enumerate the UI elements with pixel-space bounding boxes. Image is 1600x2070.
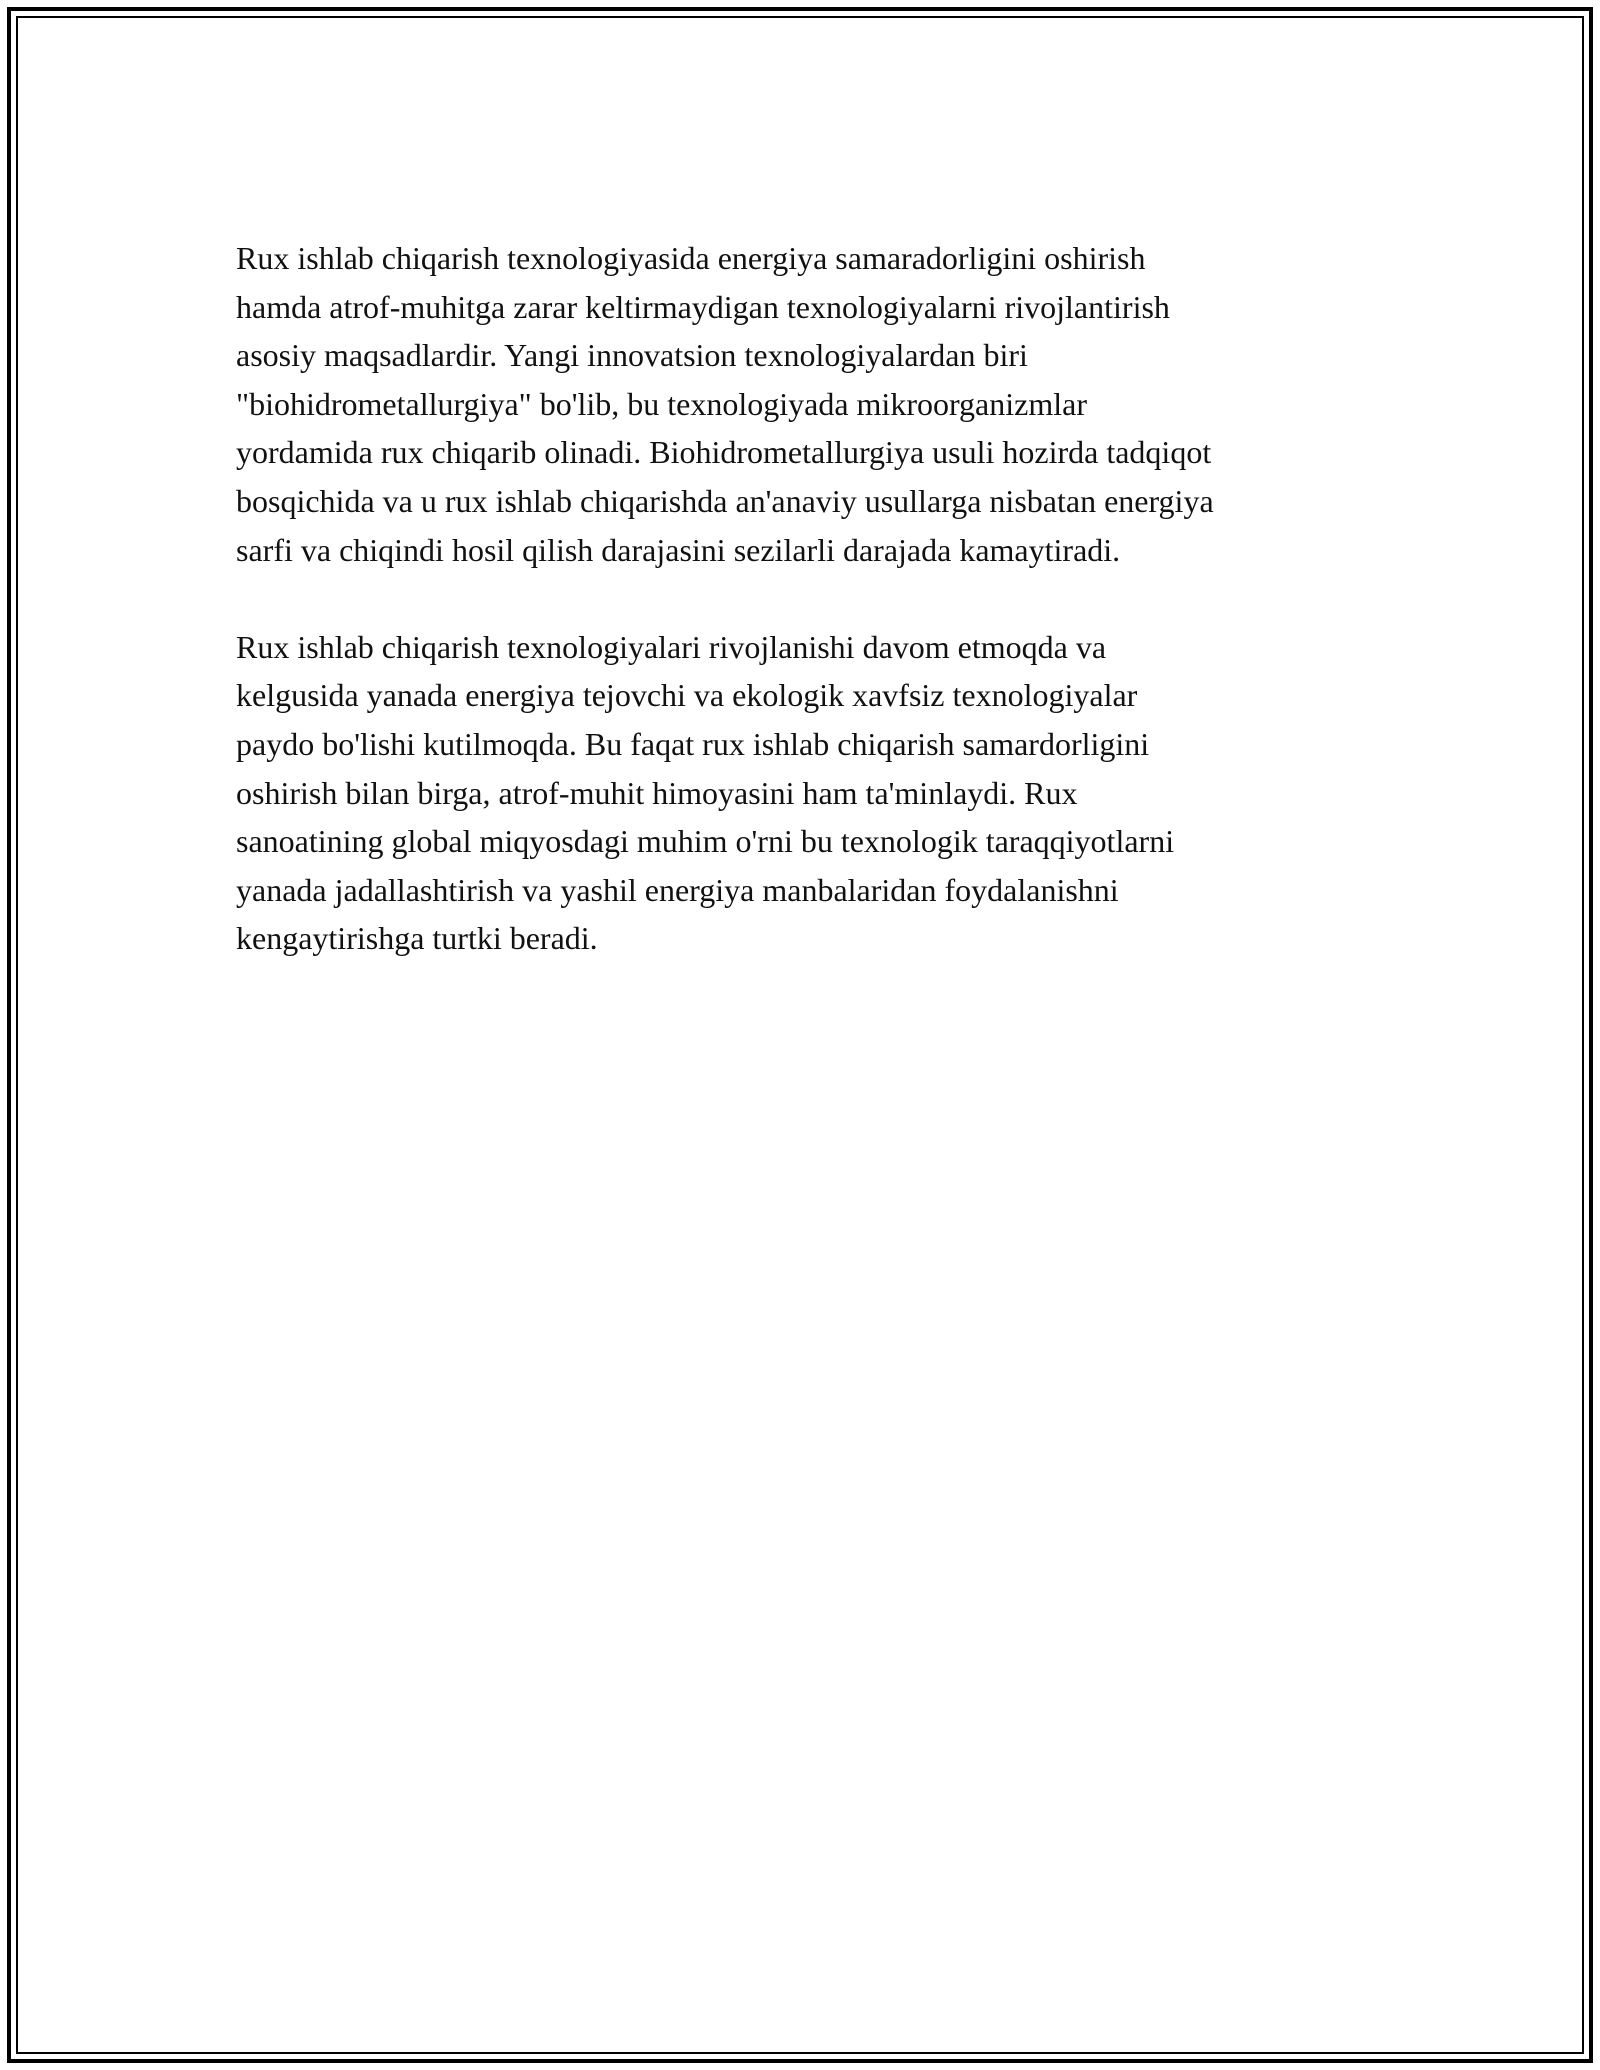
text-line: paydo bo'lishi kutilmoqda. Bu faqat rux ishlab chiqarish samardorligini (236, 725, 1150, 762)
text-line: sarfi va chiqindi hosil qilish darajasini sezilarli darajada kamaytiradi. (236, 531, 1121, 568)
paragraph-1 (236, 234, 1366, 574)
text-line: Rux ishlab chiqarish texnologiyasida energiya samaradorligini oshirish (236, 240, 1146, 276)
text-line: hamda atrof-muhitga zarar keltirmaydigan texnologiyalarni rivojlantirish (236, 288, 1170, 325)
text-line: asosiy maqsadlardir. Yangi innovatsion texnologiyalardan biri (236, 337, 1028, 374)
text-line: yanada jadallashtirish va yashil energiya manbalaridan foydalanishni (236, 871, 1119, 908)
text-line: yordamida rux chiqarib olinadi. Biohidrometallurgiya usuli hozirda tadqiqot (236, 434, 1212, 471)
paragraph-2 (236, 623, 1366, 963)
text-line: Rux ishlab chiqarish texnologiyalari rivojlanishi davom etmoqda va (236, 628, 1107, 665)
document-body (236, 234, 1366, 963)
text-line: kengaytirishga turtki beradi. (236, 920, 598, 957)
text-line: bosqichida va u rux ishlab chiqarishda an'anaviy usullarga nisbatan energiya (236, 482, 1214, 519)
text-line: kelgusida yanada energiya tejovchi va ekologik xavfsiz texnologiyalar (236, 677, 1138, 714)
text-line: "biohidrometallurgiya" bo'lib, bu texnologiyada mikroorganizmlar (236, 385, 1087, 422)
text-line: sanoatining global miqyosdagi muhim o'rni bu texnologik taraqqiyotlarni (236, 823, 1175, 860)
text-line: oshirish bilan birga, atrof-muhit himoyasini ham ta'minlaydi. Rux (236, 774, 1078, 811)
